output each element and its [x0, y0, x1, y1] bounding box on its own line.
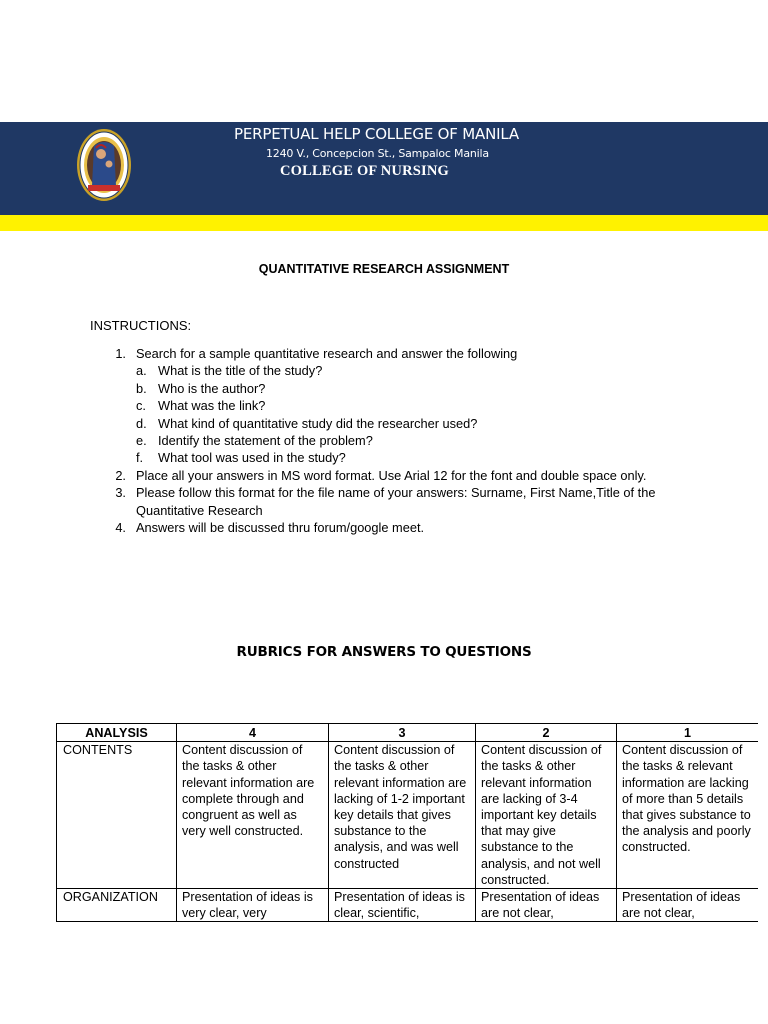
subitem-letter: b.: [136, 380, 147, 396]
rubric-cell: Presentation of ideas is clear, scientific,: [329, 889, 476, 922]
instruction-item: [110, 467, 710, 484]
instruction-number: 2.: [115, 467, 126, 483]
instruction-item: [110, 519, 710, 536]
instruction-text: Search for a sample quantitative research and answer the following: [136, 346, 518, 361]
header-stripe: [0, 215, 768, 231]
criterion-cell: ORGANIZATION: [57, 889, 177, 922]
rubric-cell: Presentation of ideas is very clear, very: [177, 889, 329, 922]
college-department: COLLEGE OF NURSING: [280, 163, 450, 179]
header-cell: 1: [617, 724, 759, 742]
rubric-cell: Content discussion of the tasks & relevant information are lacking of more than 5 details that gives substance to the analysis and poorly constructed.: [617, 742, 759, 889]
instruction-text: Answers will be discussed thru forum/google meet.: [136, 520, 425, 536]
rubric-table: [56, 723, 758, 922]
rubric-cell: Content discussion of the tasks & other relevant information are lacking of 1-2 important key details that gives substance to the analysis, and was well constructed: [329, 742, 476, 889]
rubric-row: [57, 742, 759, 889]
subitem-letter: f.: [136, 450, 144, 466]
header-cell: 4: [177, 724, 329, 742]
subitem-letter: d.: [136, 415, 147, 431]
subitem-letter: e.: [136, 433, 147, 449]
rubric-cell: Content discussion of the tasks & other relevant information are complete through and congruent as well as very well constructed.: [177, 742, 329, 889]
rubric-cell: Content discussion of the tasks & other relevant information are lacking of 3-4 important key details that may give substance to the analysis, and not well constructed.: [476, 742, 617, 889]
rubric-cell: Presentation of ideas are not clear,: [476, 889, 617, 922]
document-title: QUANTITATIVE RESEARCH ASSIGNMENT: [258, 262, 510, 276]
instruction-text: Place all your answers in MS word format. Use Arial 12 for the font and double space only.: [136, 467, 647, 483]
header-cell: ANALYSIS: [57, 724, 177, 742]
subitem-letter: c.: [136, 398, 146, 414]
instruction-item: [110, 345, 710, 362]
rubric-cell: Presentation of ideas are not clear,: [617, 889, 759, 922]
rubric-table-container: [56, 723, 758, 922]
college-name: PERPETUAL HELP COLLEGE OF MANILA: [234, 125, 519, 143]
rubric-row: [57, 889, 759, 922]
instruction-number: 4.: [115, 520, 126, 536]
instructions-list: [110, 345, 710, 536]
rubric-header-row: [57, 724, 759, 742]
instruction-text: Please follow this format for the file name of your answers: Surname, First Name,Title of the Quantitative Research: [136, 485, 656, 518]
subitem-text: What was the link?: [158, 398, 266, 414]
rubrics-title: RUBRICS FOR ANSWERS TO QUESTIONS: [236, 644, 532, 660]
header-cell: 2: [476, 724, 617, 742]
instruction-item: [110, 484, 710, 519]
instruction-subitem: [136, 432, 710, 449]
instruction-subitem: [136, 362, 710, 379]
instructions-label: INSTRUCTIONS:: [90, 318, 192, 333]
instruction-subitem: [136, 397, 710, 414]
subitem-text: What is the title of the study?: [158, 363, 323, 379]
college-seal-icon: [76, 128, 132, 202]
header-cell: 3: [329, 724, 476, 742]
instruction-number: 1.: [115, 346, 126, 361]
subitem-text: Who is the author?: [158, 380, 266, 396]
instruction-subitem: [136, 449, 710, 466]
subitem-letter: a.: [136, 363, 147, 379]
subitem-text: Identify the statement of the problem?: [158, 433, 373, 449]
subitem-text: What tool was used in the study?: [158, 450, 346, 466]
instruction-subitem: [136, 380, 710, 397]
instruction-subitem: [136, 415, 710, 432]
subitem-text: What kind of quantitative study did the researcher used?: [158, 415, 478, 431]
criterion-cell: CONTENTS: [57, 742, 177, 889]
instruction-number: 3.: [115, 485, 126, 501]
college-address: 1240 V., Concepcion St., Sampaloc Manila: [266, 147, 489, 160]
